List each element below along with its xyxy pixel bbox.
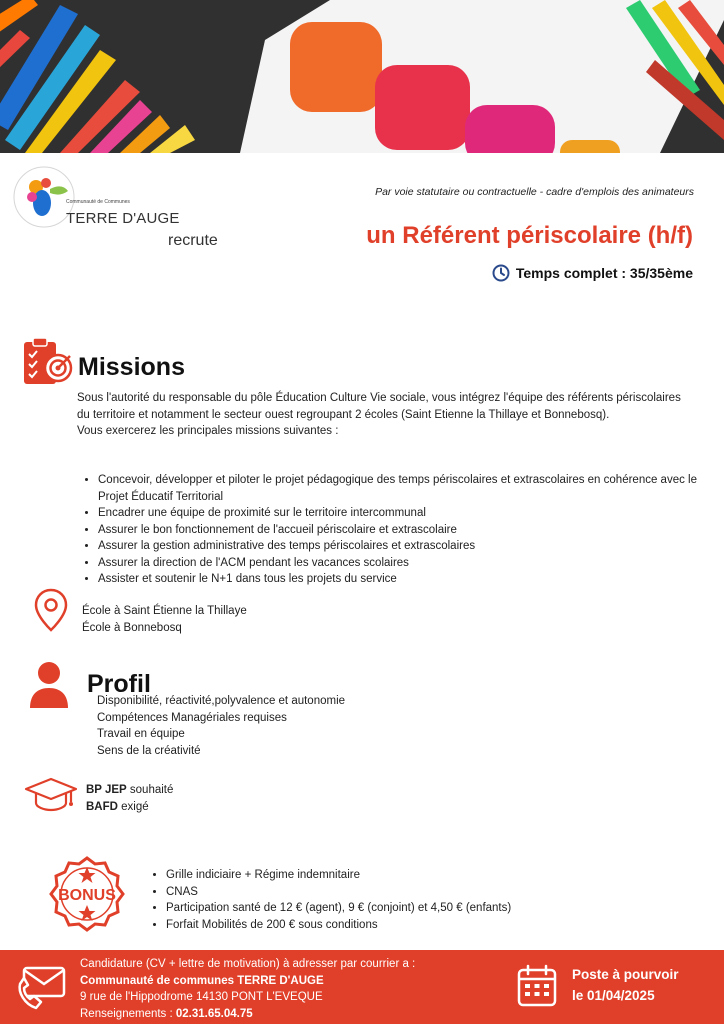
missions-heading: Missions: [78, 353, 185, 381]
location-item: École à Bonnebosq: [82, 621, 182, 634]
list-item: • Assurer le bon fonctionnement de l'accueil périscolaire et extrascolaire: [98, 522, 708, 539]
list-item: • Assurer la direction de l'ACM pendant les vacances scolaires: [98, 555, 708, 572]
job-title: un Référent périscolaire (h/f): [366, 222, 693, 249]
list-item: • Forfait Mobilités de 200 € sous conditions: [166, 917, 511, 934]
clock-icon: [492, 264, 510, 282]
start-date-label: Poste à pourvoir: [572, 967, 679, 982]
location-item: École à Saint Étienne la Thillaye: [82, 605, 247, 617]
logo-subtitle: Communauté de Communes: [66, 199, 130, 205]
bonus-list: [152, 867, 511, 933]
start-date: [572, 964, 679, 1006]
bonus-badge: [46, 856, 128, 932]
person-icon: [28, 660, 70, 710]
list-item: Disponibilité, réactivité,polyvalence et autonomie: [97, 695, 346, 707]
diploma-status: exigé: [117, 800, 149, 813]
list-item: • Assurer la gestion administrative des temps périscolaires et extrascolaires: [98, 538, 708, 555]
list-item: • CNAS: [166, 884, 511, 901]
diploma-status: souhaité: [126, 784, 174, 796]
missions-intro-text: Sous l'autorité du responsable du pôle Éducation Culture Vie sociale, vous intégrez l'équipe des référents périscolaires du territoire et notamment le secteur ouest regroupant 2 écoles (Saint Etienne la Thillaye et Bonnebosq).: [77, 392, 681, 421]
bonus-badge-text: BONUS: [58, 887, 116, 904]
list-item: • Encadrer une équipe de proximité sur le territoire intercommunal: [98, 505, 708, 522]
logo-name: TERRE D'AUGE: [66, 210, 180, 227]
list-item: • Participation santé de 12 € (agent), 9 € (conjoint) et 4,50 € (enfants): [166, 900, 511, 917]
profil-list: [97, 693, 345, 759]
contract-subtitle: Par voie statutaire ou contractuelle - cadre d'emplois des animateurs: [375, 186, 694, 198]
diploma-item: [86, 799, 173, 816]
footer-phone: [80, 1006, 415, 1023]
list-item: Compétences Managériales requises: [97, 711, 287, 724]
recrute-label: recrute: [168, 232, 218, 249]
footer-line: 9 rue de l'Hippodrome 14130 PONT L'EVEQUE: [80, 991, 323, 1003]
list-item: Sens de la créativité: [97, 744, 201, 757]
list-item: • Assister et soutenir le N+1 dans tous les projets du service: [98, 571, 708, 588]
missions-intro-lead: Vous exercerez les principales missions suivantes :: [77, 425, 339, 437]
footer-address: [80, 956, 415, 1022]
work-time: [492, 264, 693, 282]
phone-number[interactable]: 02.31.65.04.75: [175, 1007, 253, 1020]
school-locations: [82, 603, 247, 636]
diploma-name: BP JEP: [86, 784, 127, 796]
start-date-value: le 01/04/2025: [572, 988, 655, 1003]
location-pin-icon: [34, 588, 68, 632]
calendar-icon: [516, 964, 558, 1008]
work-time-text: Temps complet : 35/35ème: [515, 265, 693, 281]
phone-label: Renseignements :: [80, 1007, 176, 1020]
diploma-item: [86, 782, 173, 799]
graduation-cap-icon: [24, 776, 78, 814]
list-item: • Concevoir, développer et piloter le projet pédagogique des temps périscolaires et extrascolaires en cohérence avec le Projet Éducatif Territorial: [98, 472, 708, 505]
profil-heading: Profil: [87, 670, 151, 698]
header-banner-image: [0, 0, 724, 153]
footer-line: Candidature (CV + lettre de motivation) à adresser par courrier a :: [80, 958, 416, 970]
checklist-target-icon: [22, 336, 74, 388]
diploma-name: BAFD: [86, 800, 118, 813]
footer-contact: [0, 950, 724, 1024]
missions-list: [82, 472, 708, 588]
mail-phone-icon: [16, 962, 68, 1012]
diplomas: [86, 782, 173, 815]
list-item: Travail en équipe: [97, 728, 185, 740]
footer-organisation: Communauté de communes TERRE D'AUGE: [80, 974, 324, 987]
list-item: • Grille indiciaire + Régime indemnitaire: [166, 867, 511, 884]
missions-intro: [77, 390, 692, 440]
